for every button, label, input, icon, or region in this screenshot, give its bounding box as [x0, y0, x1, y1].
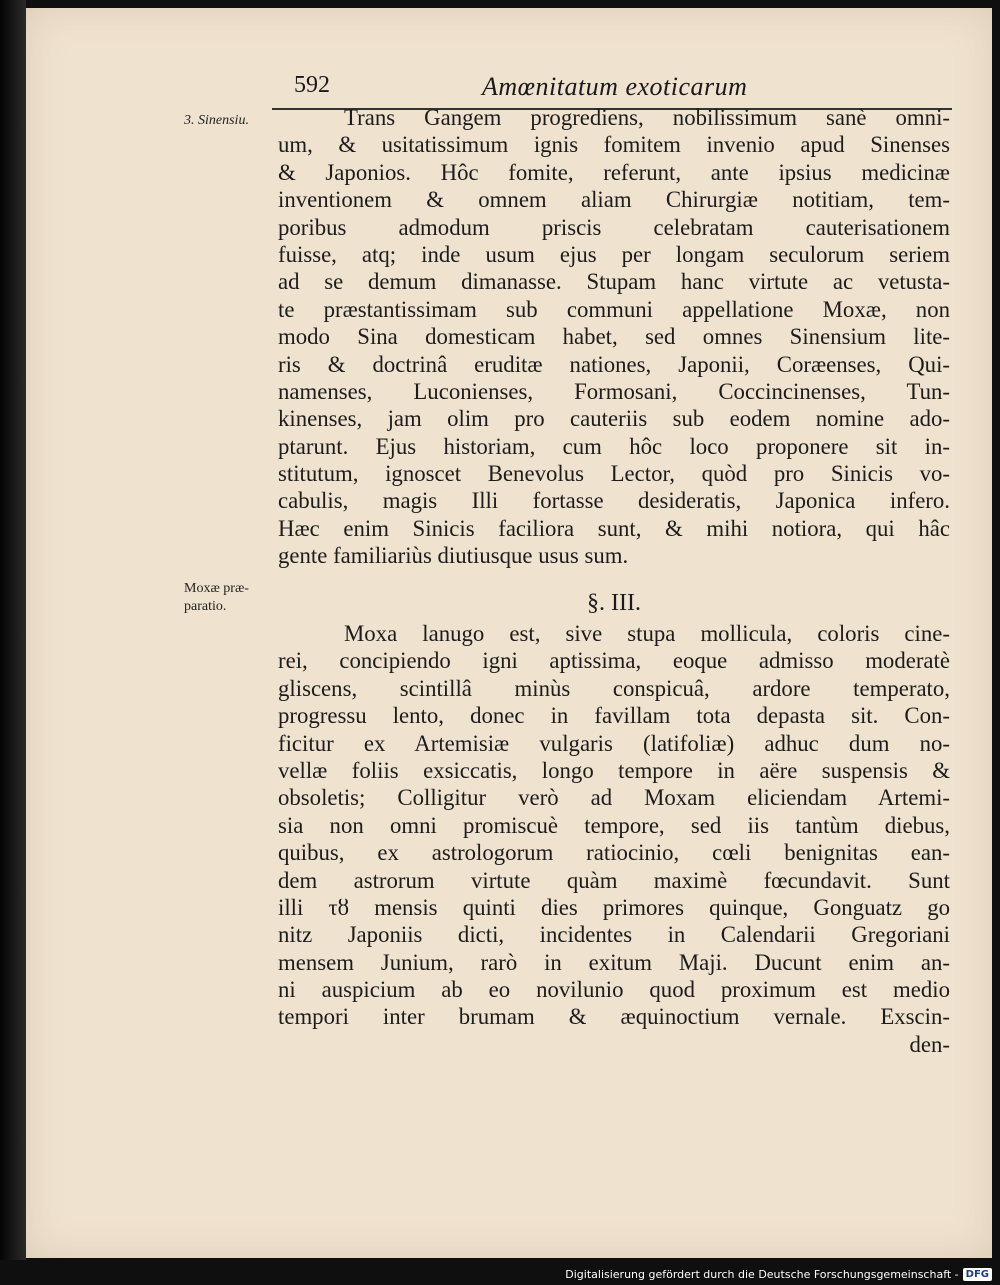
margin-note-moxae-1: Moxæ præ- [184, 581, 249, 596]
margin-note-sinensium: 3. Sinensiu. [184, 113, 249, 128]
text-line: modo Sina domesticam habet, sed omnes Sinensium lite- [278, 324, 950, 350]
margin-note-moxae-2: paratio. [184, 599, 227, 614]
text-line: sia non omni promiscuè tempore, sed iis tantùm diebus, [278, 812, 950, 838]
page-number: 592 [294, 72, 330, 98]
text-line: te præstantissimam sub communi appellatione Moxæ, non [278, 296, 950, 322]
text-line: dem astrorum virtute quàm maximè fœcundavit. Sunt [278, 867, 950, 893]
text-line: tempori inter brumam & æquinoctium vernale. Exscin- [278, 1004, 950, 1030]
text-line: stitutum, ignoscet Benevolus Lector, quòd pro Sinicis vo- [278, 461, 950, 487]
text-line: vellæ foliis exsiccatis, longo tempore in aëre suspensis & [278, 757, 950, 783]
text-line: kinenses, jam olim pro cauteriis sub eodem nomine ado- [278, 406, 950, 432]
text-line: gente familiariùs diutiusque usus sum. [278, 543, 629, 569]
catchword-block [278, 1031, 950, 1058]
scan-left-edge [0, 0, 26, 1260]
running-title: Amœnitatum exoticarum [482, 72, 748, 101]
text-line: illi τȣ mensis quinti dies primores quinque, Gonguatz go [278, 894, 950, 920]
text-line: ad se demum dimanasse. Stupam hanc virtute ac vetusta- [278, 269, 950, 295]
text-line: cabulis, magis Illi fortasse desideratis, Japonica infero. [278, 488, 950, 514]
text-line: poribus admodum priscis celebratam cauterisationem [278, 214, 950, 240]
text-line: gliscens, scintillâ minùs conspicuâ, ardore temperato, [278, 675, 950, 701]
text-line: nitz Japoniis dicti, incidentes in Calendarii Gregoriani [278, 922, 950, 948]
text-line: ris & doctrinâ eruditæ nationes, Japonii, Coræenses, Qui- [278, 351, 950, 377]
text-line: ptarunt. Ejus historiam, cum hôc loco proponere sit in- [278, 433, 950, 459]
text-line: mensem Junium, rarò in exitum Maji. Ducunt enim an- [278, 949, 950, 975]
section-heading: §. III. [587, 590, 641, 616]
text-line: quibus, ex astrologorum ratiocinio, cœli benignitas ean- [278, 840, 950, 866]
dfg-logo-icon: DFG [963, 1268, 992, 1281]
text-line: Moxa lanugo est, sive stupa mollicula, coloris cine- [344, 621, 950, 646]
text-line: Hæc enim Sinicis faciliora sunt, & mihi notiora, qui hâc [278, 515, 950, 541]
text-line: inventionem & omnem aliam Chirurgiæ notitiam, tem- [278, 187, 950, 213]
text-line: rei, concipiendo igni aptissima, eoque admisso moderatè [278, 648, 950, 674]
text-line: fuisse, atq; inde usum ejus per longam seculorum seriem [278, 241, 950, 267]
text-line: ni auspicium ab eo novilunio quod proximum est medio [278, 977, 950, 1003]
footer [565, 1268, 992, 1281]
paragraph-2 [278, 620, 950, 1031]
catchword: den- [909, 1032, 950, 1057]
text-line: progressu lento, donec in favillam tota depasta sit. Con- [278, 703, 950, 729]
text-line: Trans Gangem progrediens, nobilissimum sanè omni- [344, 105, 950, 130]
text-line: namenses, Luconienses, Formosani, Coccincinenses, Tun- [278, 378, 950, 404]
text-line: ficitur ex Artemisiæ vulgaris (latifoliæ) adhuc dum no- [278, 730, 950, 756]
paragraph-1 [278, 104, 950, 570]
text-line: obsoletis; Colligitur verò ad Moxam eliciendam Artemi- [278, 785, 950, 811]
text-line: & Japonios. Hôc fomite, referunt, ante ipsius medicinæ [278, 159, 950, 185]
footer-credit: Digitalisierung gefördert durch die Deutsche Forschungsgemeinschaft - [565, 1268, 959, 1281]
text-line: um, & usitatissimum ignis fomitem invenio apud Sinenses [278, 132, 950, 158]
